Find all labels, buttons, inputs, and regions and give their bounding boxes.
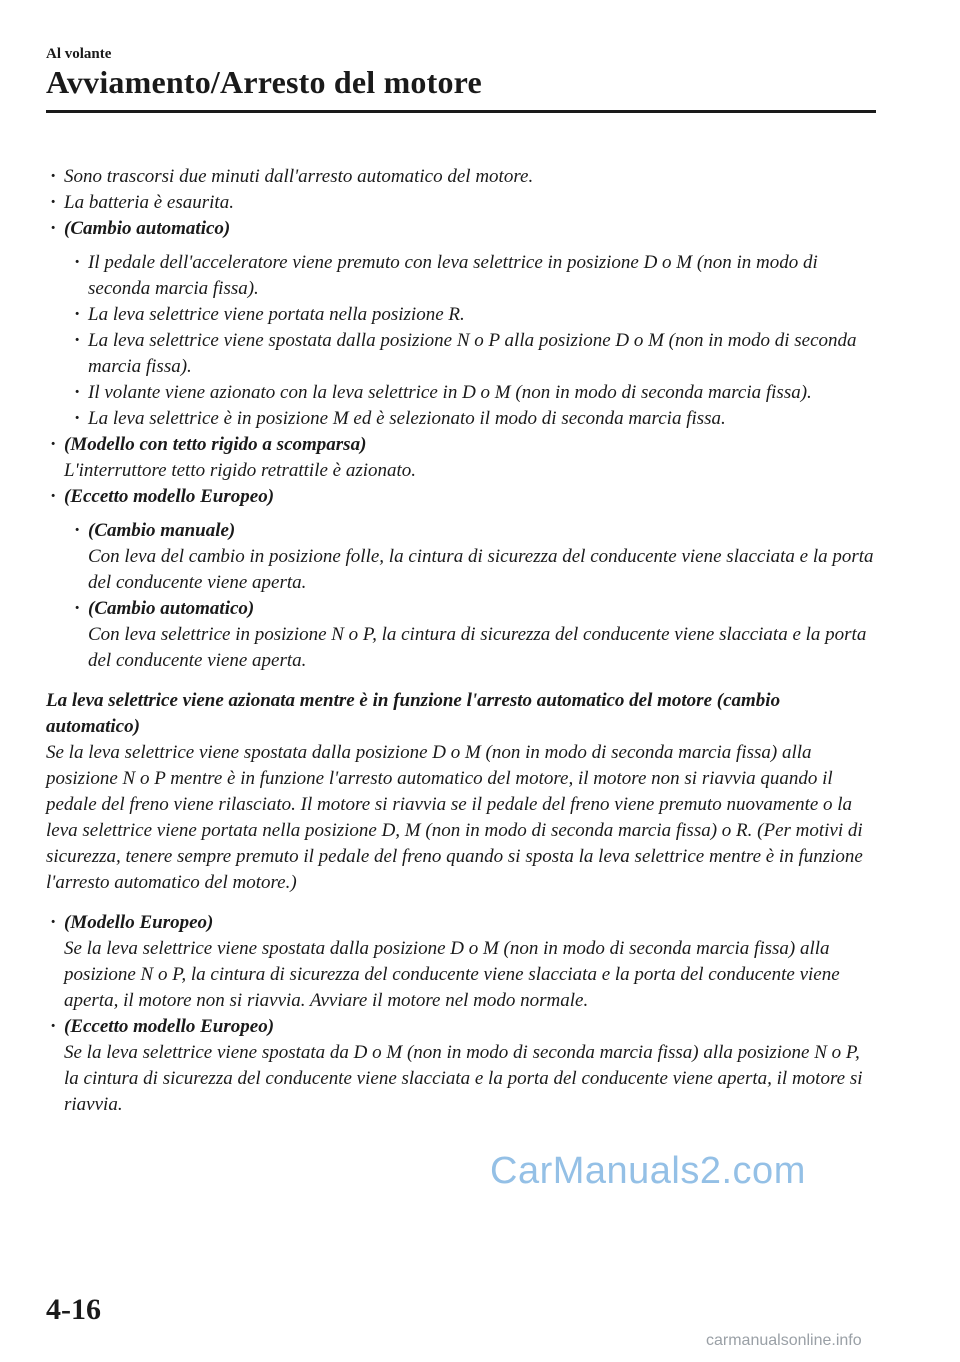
section-label-hardtop: · (Modello con tetto rigido a scomparsa) xyxy=(64,434,367,455)
section-label-automatic: · (Cambio automatico) xyxy=(46,216,876,242)
title-rule xyxy=(46,110,876,113)
non-european-sublist xyxy=(70,518,876,674)
hardtop-text: L'interruttore tetto rigido retrattile è azionato. xyxy=(64,460,417,481)
section-heading-lever: La leva selettrice viene azionata mentre è in funzione l'arresto automatico del motore (cambio automatico) xyxy=(46,690,781,737)
lever-paragraph: Se la leva selettrice viene spostata dalla posizione D o M (non in modo di seconda marcia fissa) alla posizione N o P mentre è in funzione l'arresto automatico del motore, il motore non si riavvia quando il pedale del freno viene rilasciato. Il motore si riavvia se il pedale del freno viene premuto nuovamente o la leva selettrice viene portata nella posizione D, M (non in modo di seconda marcia fissa) o R. (Per motivi di sicurezza, tenere sempre premuto il pedale del freno quando si sposta la leva selettrice mentre è in funzione l'arresto automatico del motore.) xyxy=(46,742,863,893)
bullet-item-hardtop xyxy=(46,432,876,484)
section-label-non-european: · (Eccetto modello Europeo) xyxy=(46,484,876,510)
european-label: · (Modello Europeo) xyxy=(64,912,214,933)
bullet-european xyxy=(46,910,876,1014)
non-european-label: · (Eccetto modello Europeo) xyxy=(64,1016,275,1037)
sub-bullet-item: · Il pedale dell'acceleratore viene premuto con leva selettrice in posizione D o M (non in modo di seconda marcia fissa). xyxy=(70,250,876,302)
manual-label: · (Cambio manuale) xyxy=(88,520,236,541)
automatic-sublist xyxy=(70,250,876,432)
sub-bullet-item: · Il volante viene azionato con la leva selettrice in D o M (non in modo di seconda marcia fissa). xyxy=(70,380,876,406)
bullet-item: · La batteria è esaurita. xyxy=(46,190,876,216)
manual-text: Con leva del cambio in posizione folle, la cintura di sicurezza del conducente viene slacciata e la porta del conducente viene aperta. xyxy=(88,546,874,593)
sub-bullet-automatic xyxy=(70,596,876,674)
automatic-text: Con leva selettrice in posizione N o P, la cintura di sicurezza del conducente viene slacciata e la porta del conducente viene aperta. xyxy=(88,624,867,671)
bullet-non-european xyxy=(46,1014,876,1118)
watermark-logo: CarManuals2.com xyxy=(490,1150,806,1192)
sub-bullet-manual xyxy=(70,518,876,596)
bullet-item: · Sono trascorsi due minuti dall'arresto automatico del motore. xyxy=(46,164,876,190)
european-text: Se la leva selettrice viene spostata dalla posizione D o M (non in modo di seconda marcia fissa) alla posizione N o P, la cintura di sicurezza del conducente viene slacciata e la porta del conducente viene aperta, il motore non si riavvia. Avviare il motore nel modo normale. xyxy=(64,938,840,1011)
lever-sublist xyxy=(46,910,876,1118)
footer-watermark: carmanualsonline.info xyxy=(706,1332,862,1349)
chapter-label: Al volante xyxy=(46,46,112,62)
sub-bullet-item: · La leva selettrice è in posizione M ed è selezionato il modo di seconda marcia fissa. xyxy=(70,406,876,432)
sub-bullet-item: · La leva selettrice viene portata nella posizione R. xyxy=(70,302,876,328)
sub-bullet-item: · La leva selettrice viene spostata dalla posizione N o P alla posizione D o M (non in modo di seconda marcia fissa). xyxy=(70,328,876,380)
automatic-label: · (Cambio automatico) xyxy=(88,598,255,619)
page-number: 4-16 xyxy=(46,1293,101,1326)
non-european-text: Se la leva selettrice viene spostata da D o M (non in modo di seconda marcia fissa) alla posizione N o P, la cintura di sicurezza del conducente viene slacciata e la porta del conducente viene aperta, il motore si riavvia. xyxy=(64,1042,863,1115)
page-content xyxy=(46,164,876,1118)
page-title: Avviamento/Arresto del motore xyxy=(46,64,482,100)
